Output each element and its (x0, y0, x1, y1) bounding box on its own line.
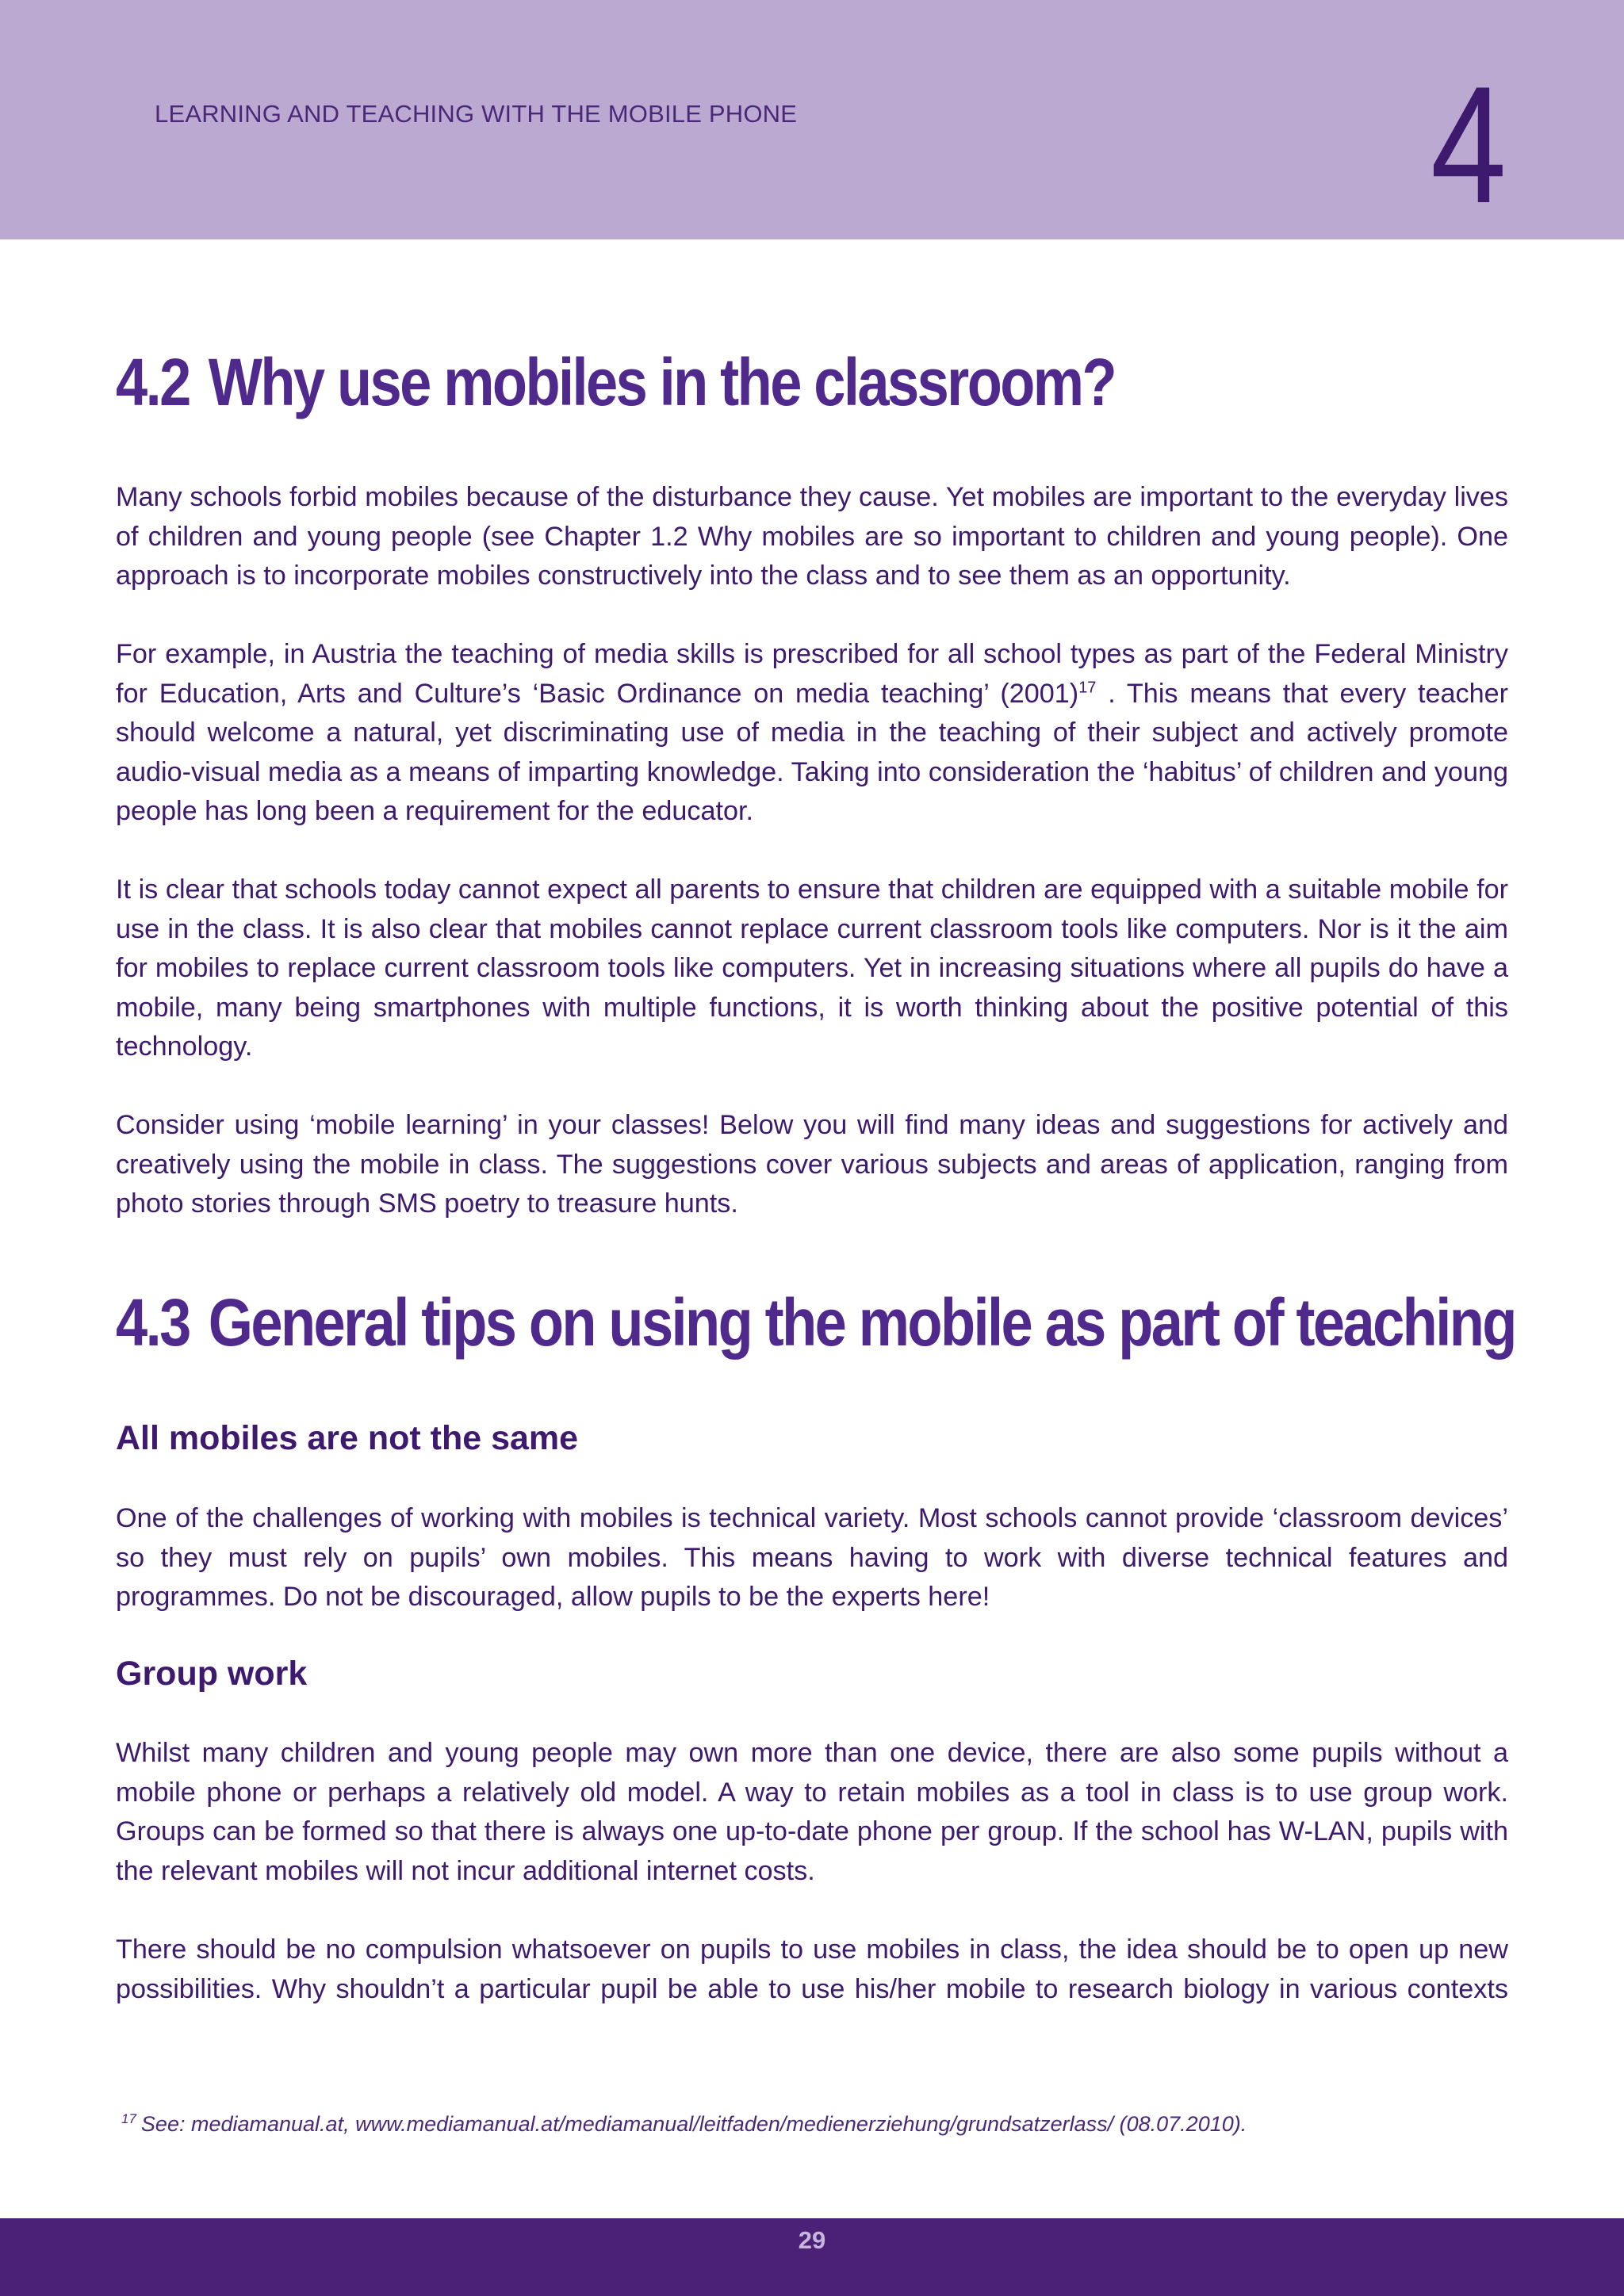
section-title-4-3 (116, 1285, 1515, 1360)
paragraph-block (116, 635, 1508, 832)
paragraph-text: For example, in Austria the teaching of media skills is prescribed for all school types as part of the Federal Ministry for Education, Arts and Culture’s ‘Basic Ordinance on media teaching’ (2001) (116, 639, 1508, 709)
body-paragraph: Whilst many children and young people may own more than one device, there are also some pupils without a mobile phone or perhaps a relatively old model. A way to retain mobiles as a tool in class is to use group work. Groups can be formed so that there is always one up-to-date phone per group. If the school has W-LAN, pupils with the relevant mobiles will not incur additional internet costs. (116, 1738, 1508, 1886)
paragraph-block (116, 871, 1508, 1067)
section-title-text: Why use mobiles in the classroom? (208, 345, 1115, 419)
paragraph-block (116, 478, 1508, 596)
section-title-text: General tips on using the mobile as part of teaching (208, 1285, 1515, 1360)
paragraph-text: . This means that every teacher should welcome a natural, yet discriminating use of media in the teaching of their subject and actively promote audio-visual media as a means of imparting knowledge. Taking into consideration the ‘habitus’ of children and young people has long been a requirement for the educator. (116, 678, 1508, 826)
footnote-number: 17 (121, 2111, 136, 2126)
body-paragraph (116, 635, 1508, 832)
subheading-block (116, 1657, 1508, 1691)
footnote-reference: 17 (1078, 679, 1097, 697)
body-paragraph: Many schools forbid mobiles because of the disturbance they cause. Yet mobiles are important to the everyday lives of children and young people (see Chapter 1.2 Why mobiles are so important to children and young people). One approach is to incorporate mobiles constructively into the class and to see them as an opportunity. (116, 482, 1508, 591)
paragraph-block (116, 1499, 1508, 1617)
section-4-3-heading-block (116, 1285, 1515, 1360)
paragraph-block (116, 1106, 1508, 1224)
subheading-block (116, 1419, 1508, 1457)
footnote (121, 2112, 1533, 2137)
section-number: 4.2 (116, 345, 190, 419)
subheading-all-mobiles: All mobiles are not the same (116, 1419, 579, 1457)
paragraph-block (116, 1931, 1508, 2009)
page-number: 29 (798, 2226, 826, 2254)
body-paragraph: One of the challenges of working with mobiles is technical variety. Most schools cannot provide ‘classroom devices’ so they must rely on pupils’ own mobiles. This means having to work with diverse technical features and programmes. Do not be discouraged, allow pupils to be the experts here! (116, 1503, 1508, 1612)
paragraph-block (116, 1734, 1508, 1891)
running-head: LEARNING AND TEACHING WITH THE MOBILE PHONE (155, 100, 798, 128)
chapter-number: 4 (1431, 52, 1507, 238)
body-paragraph: There should be no compulsion whatsoever on pupils to use mobiles in class, the idea should be to open up new possibilities. Why shouldn’t a particular pupil be able to use his/her mobile to research biology in various contexts (116, 1934, 1508, 2004)
subheading-group-work: Group work (116, 1655, 308, 1693)
body-paragraph: It is clear that schools today cannot expect all parents to ensure that children are equipped with a suitable mobile for use in the class. It is also clear that mobiles cannot replace current classroom tools like computers. Nor is it the aim for mobiles to replace current classroom tools like computers. Yet in increasing situations where all pupils do have a mobile, many being smartphones with multiple functions, it is worth thinking about the positive potential of this technology. (116, 874, 1508, 1062)
body-paragraph: Consider using ‘mobile learning’ in your classes! Below you will find many ideas and suggestions for actively and creatively using the mobile in class. The suggestions cover various subjects and areas of application, ranging from photo stories through SMS poetry to treasure hunts. (116, 1110, 1508, 1219)
section-number: 4.3 (116, 1285, 190, 1360)
section-4-2-heading-block (116, 345, 1508, 419)
section-title-4-2 (116, 345, 1313, 419)
footnote-text: See: mediamanual.at, www.mediamanual.at/mediamanual/leitfaden/medienerziehung/grundsatzerlass/ (08.07.2010). (140, 2112, 1247, 2136)
